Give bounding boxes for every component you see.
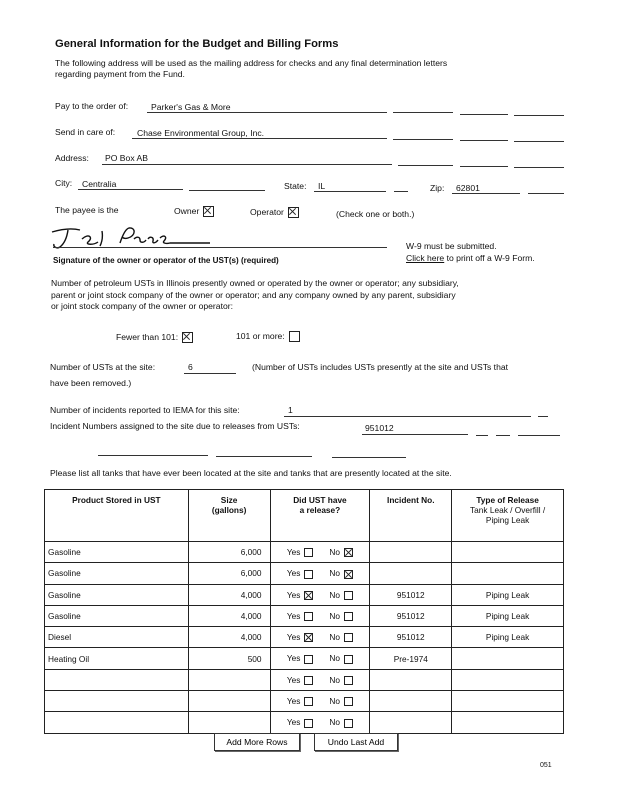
- w9-link-text: to print off a W-9 Form.: [444, 253, 535, 263]
- list-tanks-note: Please list all tanks that have ever been located at the site and tanks that are presently located at the site.: [50, 468, 452, 478]
- product-cell[interactable]: [45, 691, 189, 712]
- table-row: [45, 691, 564, 712]
- table-row: [45, 669, 564, 690]
- fewer-than-101-checkbox[interactable]: [182, 332, 193, 343]
- table-row: [45, 627, 564, 648]
- release-no-checkbox[interactable]: [344, 570, 353, 579]
- release-no-checkbox[interactable]: [344, 697, 353, 706]
- address-label: Address:: [55, 153, 89, 163]
- release-no-label: No: [329, 653, 341, 664]
- state-label: State:: [284, 181, 307, 191]
- incident-cell[interactable]: 951012: [370, 627, 452, 648]
- w9-click-here-link[interactable]: Click here: [406, 253, 445, 263]
- pay-to-label: Pay to the order of:: [55, 101, 129, 111]
- release-type-cell[interactable]: [452, 691, 564, 712]
- incidents-field[interactable]: 1: [288, 405, 293, 415]
- tank-table: [44, 489, 564, 734]
- product-cell[interactable]: Gasoline: [45, 584, 189, 605]
- owner-label: Owner: [174, 206, 200, 216]
- release-yes-checkbox[interactable]: [304, 570, 313, 579]
- release-type-cell[interactable]: [452, 648, 564, 669]
- release-yes-label: Yes: [286, 589, 301, 600]
- page-code: 051: [540, 762, 552, 769]
- release-cell: [270, 669, 370, 690]
- release-no-checkbox[interactable]: [344, 633, 353, 642]
- num-usts-note: (Number of USTs includes USTs presently at the site and USTs that: [252, 362, 509, 372]
- release-yes-label: Yes: [286, 568, 301, 579]
- fewer-than-101-label: Fewer than 101:: [116, 332, 179, 342]
- zip-field[interactable]: 62801: [456, 183, 480, 193]
- release-no-checkbox[interactable]: [344, 591, 353, 600]
- release-no-label: No: [329, 568, 341, 579]
- w9-link-line: [406, 253, 535, 263]
- release-cell: [270, 691, 370, 712]
- release-no-checkbox[interactable]: [344, 719, 353, 728]
- header-product: Product Stored in UST: [45, 490, 189, 542]
- release-type-cell[interactable]: Piping Leak: [452, 605, 564, 626]
- incident-cell[interactable]: [370, 669, 452, 690]
- release-no-label: No: [329, 546, 341, 557]
- address-field[interactable]: PO Box AB: [105, 153, 148, 163]
- petroleum-ust-question-3: or joint stock company of the owner or operator:: [51, 301, 233, 311]
- release-no-checkbox[interactable]: [344, 676, 353, 685]
- operator-label: Operator: [250, 207, 284, 217]
- incident-cell[interactable]: [370, 542, 452, 563]
- release-yes-checkbox[interactable]: [304, 633, 313, 642]
- release-yes-label: Yes: [286, 717, 301, 728]
- care-of-label: Send in care of:: [55, 127, 116, 137]
- release-yes-label: Yes: [286, 546, 301, 557]
- release-type-cell[interactable]: [452, 542, 564, 563]
- table-row: [45, 584, 564, 605]
- header-incident: Incident No.: [370, 490, 452, 542]
- incident-numbers-field[interactable]: 951012: [365, 423, 394, 433]
- release-yes-checkbox[interactable]: [304, 719, 313, 728]
- release-cell: [270, 605, 370, 626]
- num-usts-note-2: have been removed.): [50, 378, 132, 388]
- petroleum-ust-question-2: parent or joint stock company of the owner or operator; and any company owned by any parent, subsidiary: [51, 290, 456, 300]
- release-no-label: No: [329, 674, 341, 685]
- product-cell[interactable]: Gasoline: [45, 605, 189, 626]
- release-yes-label: Yes: [286, 674, 301, 685]
- incidents-label: Number of incidents reported to IEMA for this site:: [50, 405, 240, 415]
- table-row: [45, 712, 564, 733]
- release-no-checkbox[interactable]: [344, 548, 353, 557]
- care-of-field[interactable]: Chase Environmental Group, Inc.: [137, 128, 265, 138]
- incident-cell[interactable]: [370, 691, 452, 712]
- release-cell: [270, 627, 370, 648]
- payee-note: (Check one or both.): [336, 209, 415, 219]
- size-cell[interactable]: 4,000: [188, 584, 270, 605]
- release-yes-label: Yes: [286, 653, 301, 664]
- release-type-cell[interactable]: [452, 712, 564, 733]
- owner-option: [174, 206, 214, 217]
- size-cell[interactable]: [188, 669, 270, 690]
- release-yes-checkbox[interactable]: [304, 548, 313, 557]
- release-yes-label: Yes: [286, 696, 301, 707]
- size-cell[interactable]: 500: [188, 648, 270, 669]
- product-cell[interactable]: Gasoline: [45, 563, 189, 584]
- size-cell[interactable]: 4,000: [188, 605, 270, 626]
- header-size: Size (gallons): [188, 490, 270, 542]
- operator-option: [250, 207, 299, 218]
- more-than-101-checkbox[interactable]: [289, 331, 300, 342]
- table-row: [45, 605, 564, 626]
- page-title: General Information for the Budget and Billing Forms: [55, 38, 339, 50]
- release-type-cell[interactable]: Piping Leak: [452, 627, 564, 648]
- undo-last-add-button[interactable]: Undo Last Add: [314, 733, 398, 751]
- release-cell: [270, 648, 370, 669]
- release-yes-label: Yes: [286, 610, 301, 621]
- product-cell[interactable]: Heating Oil: [45, 648, 189, 669]
- release-yes-checkbox[interactable]: [304, 591, 313, 600]
- table-row: [45, 563, 564, 584]
- release-cell: [270, 584, 370, 605]
- intro-line-1: The following address will be used as the mailing address for checks and any final determination letters: [55, 58, 448, 68]
- fewer-than-101-option: [116, 332, 193, 343]
- release-no-label: No: [329, 696, 341, 707]
- product-cell[interactable]: Diesel: [45, 627, 189, 648]
- release-type-cell[interactable]: [452, 669, 564, 690]
- operator-checkbox[interactable]: [288, 207, 299, 218]
- release-no-checkbox[interactable]: [344, 612, 353, 621]
- table-row: [45, 542, 564, 563]
- num-usts-label: Number of USTs at the site:: [50, 362, 156, 372]
- release-yes-label: Yes: [286, 632, 301, 643]
- product-cell[interactable]: [45, 712, 189, 733]
- incident-cell[interactable]: 951012: [370, 584, 452, 605]
- more-than-101-label: 101 or more:: [236, 331, 285, 341]
- release-no-checkbox[interactable]: [344, 655, 353, 664]
- incident-cell[interactable]: 951012: [370, 605, 452, 626]
- release-yes-checkbox[interactable]: [304, 697, 313, 706]
- release-no-label: No: [329, 717, 341, 728]
- w9-note: W-9 must be submitted.: [406, 241, 497, 251]
- release-no-label: No: [329, 589, 341, 600]
- release-cell: [270, 563, 370, 584]
- size-cell[interactable]: [188, 712, 270, 733]
- release-type-cell[interactable]: Piping Leak: [452, 584, 564, 605]
- release-type-cell[interactable]: [452, 563, 564, 584]
- signature-label: Signature of the owner or operator of the UST(s) (required): [53, 256, 279, 265]
- size-cell[interactable]: 6,000: [188, 563, 270, 584]
- incident-cell[interactable]: Pre-1974: [370, 648, 452, 669]
- release-yes-checkbox[interactable]: [304, 676, 313, 685]
- incident-numbers-label: Incident Numbers assigned to the site due to releases from USTs:: [50, 421, 300, 431]
- release-yes-checkbox[interactable]: [304, 612, 313, 621]
- header-release: Did UST have a release?: [270, 490, 370, 542]
- release-yes-checkbox[interactable]: [304, 655, 313, 664]
- petroleum-ust-question-1: Number of petroleum USTs in Illinois presently owned or operated by the owner or operator; any subsidiary,: [51, 278, 459, 288]
- release-cell: [270, 712, 370, 733]
- intro-line-2: regarding payment from the Fund.: [55, 69, 185, 79]
- incident-cell[interactable]: [370, 563, 452, 584]
- city-field[interactable]: Centralia: [82, 179, 117, 189]
- state-field[interactable]: IL: [318, 181, 326, 191]
- payee-label: The payee is the: [55, 205, 119, 215]
- table-row: [45, 648, 564, 669]
- owner-checkbox[interactable]: [203, 206, 214, 217]
- more-than-101-option: [236, 331, 300, 342]
- city-label: City:: [55, 178, 73, 188]
- size-cell[interactable]: [188, 691, 270, 712]
- release-no-label: No: [329, 632, 341, 643]
- incident-cell[interactable]: [370, 712, 452, 733]
- size-cell[interactable]: 6,000: [188, 542, 270, 563]
- num-usts-field[interactable]: 6: [188, 362, 193, 372]
- release-cell: [270, 542, 370, 563]
- header-type: Type of Release Tank Leak / Overfill / Piping Leak: [452, 490, 564, 542]
- release-no-label: No: [329, 610, 341, 621]
- table-header-row: [45, 490, 564, 542]
- product-cell[interactable]: [45, 669, 189, 690]
- zip-label: Zip:: [430, 183, 445, 193]
- size-cell[interactable]: 4,000: [188, 627, 270, 648]
- add-more-rows-button[interactable]: Add More Rows: [214, 733, 300, 751]
- pay-to-field[interactable]: Parker's Gas & More: [151, 102, 231, 112]
- product-cell[interactable]: Gasoline: [45, 542, 189, 563]
